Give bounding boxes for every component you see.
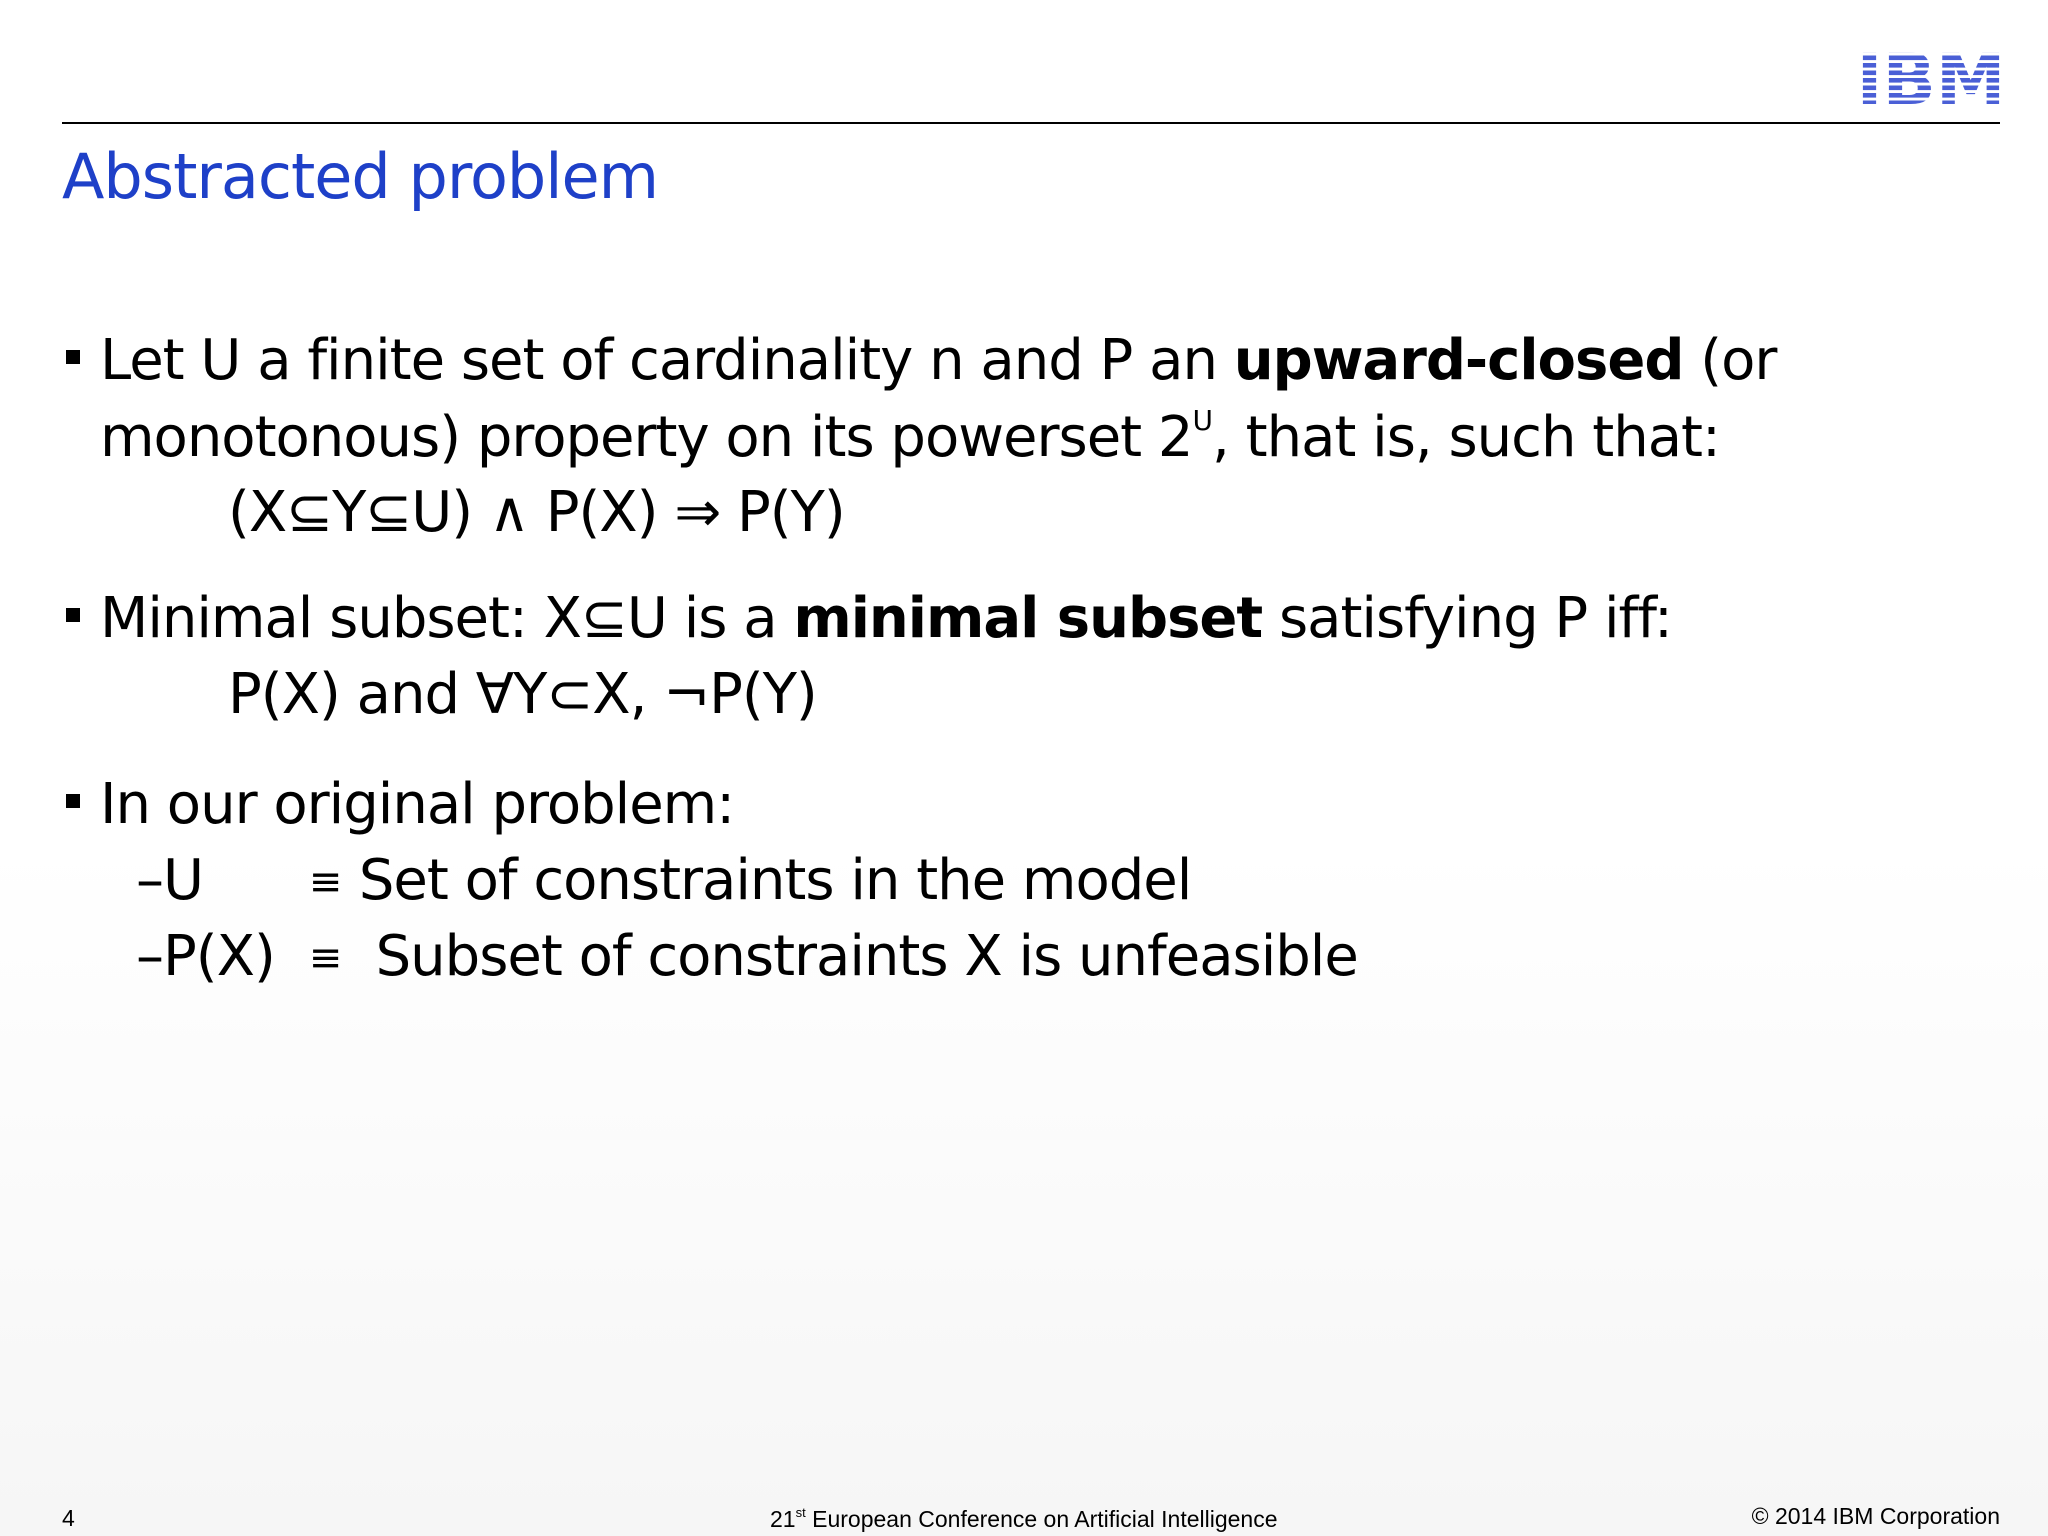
bullet-1-text-2: monotonous) property on its powerset 2 bbox=[100, 405, 1193, 470]
bullet-marker bbox=[66, 608, 80, 622]
ibm-logo bbox=[1862, 48, 2000, 108]
bullet-2-emphasis: minimal subset bbox=[793, 586, 1263, 651]
bullet-1-formula: (X⊆Y⊆U) ∧ P(X) ⇒ P(Y) bbox=[228, 480, 845, 545]
bullet-1-line-2 bbox=[100, 404, 1720, 470]
bullet-2-text: Minimal subset: X⊆U is a bbox=[100, 586, 794, 651]
conference-title: European Conference on Artificial Intelligence bbox=[805, 1506, 1278, 1532]
conference-ordinal: 21 bbox=[770, 1506, 796, 1532]
conference-ordinal-suffix: st bbox=[795, 1505, 806, 1520]
bullet-marker bbox=[66, 794, 80, 808]
header-divider bbox=[62, 122, 2000, 124]
bullet-1-line-1 bbox=[100, 328, 1776, 393]
bullet-marker bbox=[66, 350, 80, 364]
copyright: © 2014 IBM Corporation bbox=[1751, 1503, 2000, 1529]
bullet-3-line-1: In our original problem: bbox=[100, 772, 735, 837]
conference-name bbox=[770, 1505, 1278, 1533]
bullet-2-formula: P(X) and ∀Y⊂X, ¬P(Y) bbox=[228, 662, 817, 727]
slide-title: Abstracted problem bbox=[62, 140, 659, 213]
sub-item-u-definition: Set of constraints in the model bbox=[358, 848, 1192, 913]
bullet-2-text-end: satisfying P iff: bbox=[1262, 586, 1672, 651]
sub-item-u-term: –U bbox=[136, 848, 203, 913]
sub-item-px bbox=[136, 924, 1358, 989]
bullet-1-emphasis: upward-closed bbox=[1233, 328, 1684, 393]
bullet-1-text: Let U a finite set of cardinality n and P an bbox=[100, 328, 1234, 393]
powerset-superscript: U bbox=[1192, 404, 1213, 437]
bullet-1-text-3: , that is, such that: bbox=[1212, 405, 1720, 470]
equivalence-symbol: ≡ bbox=[308, 859, 342, 905]
sub-item-px-term: –P(X) bbox=[136, 924, 275, 989]
sub-item-u bbox=[136, 848, 1191, 913]
sub-item-px-definition: Subset of constraints X is unfeasible bbox=[375, 924, 1358, 989]
equivalence-symbol: ≡ bbox=[308, 935, 342, 981]
bullet-1-text-end: (or bbox=[1683, 328, 1777, 393]
bullet-2-line-1 bbox=[100, 586, 1672, 651]
page-number: 4 bbox=[62, 1505, 75, 1531]
